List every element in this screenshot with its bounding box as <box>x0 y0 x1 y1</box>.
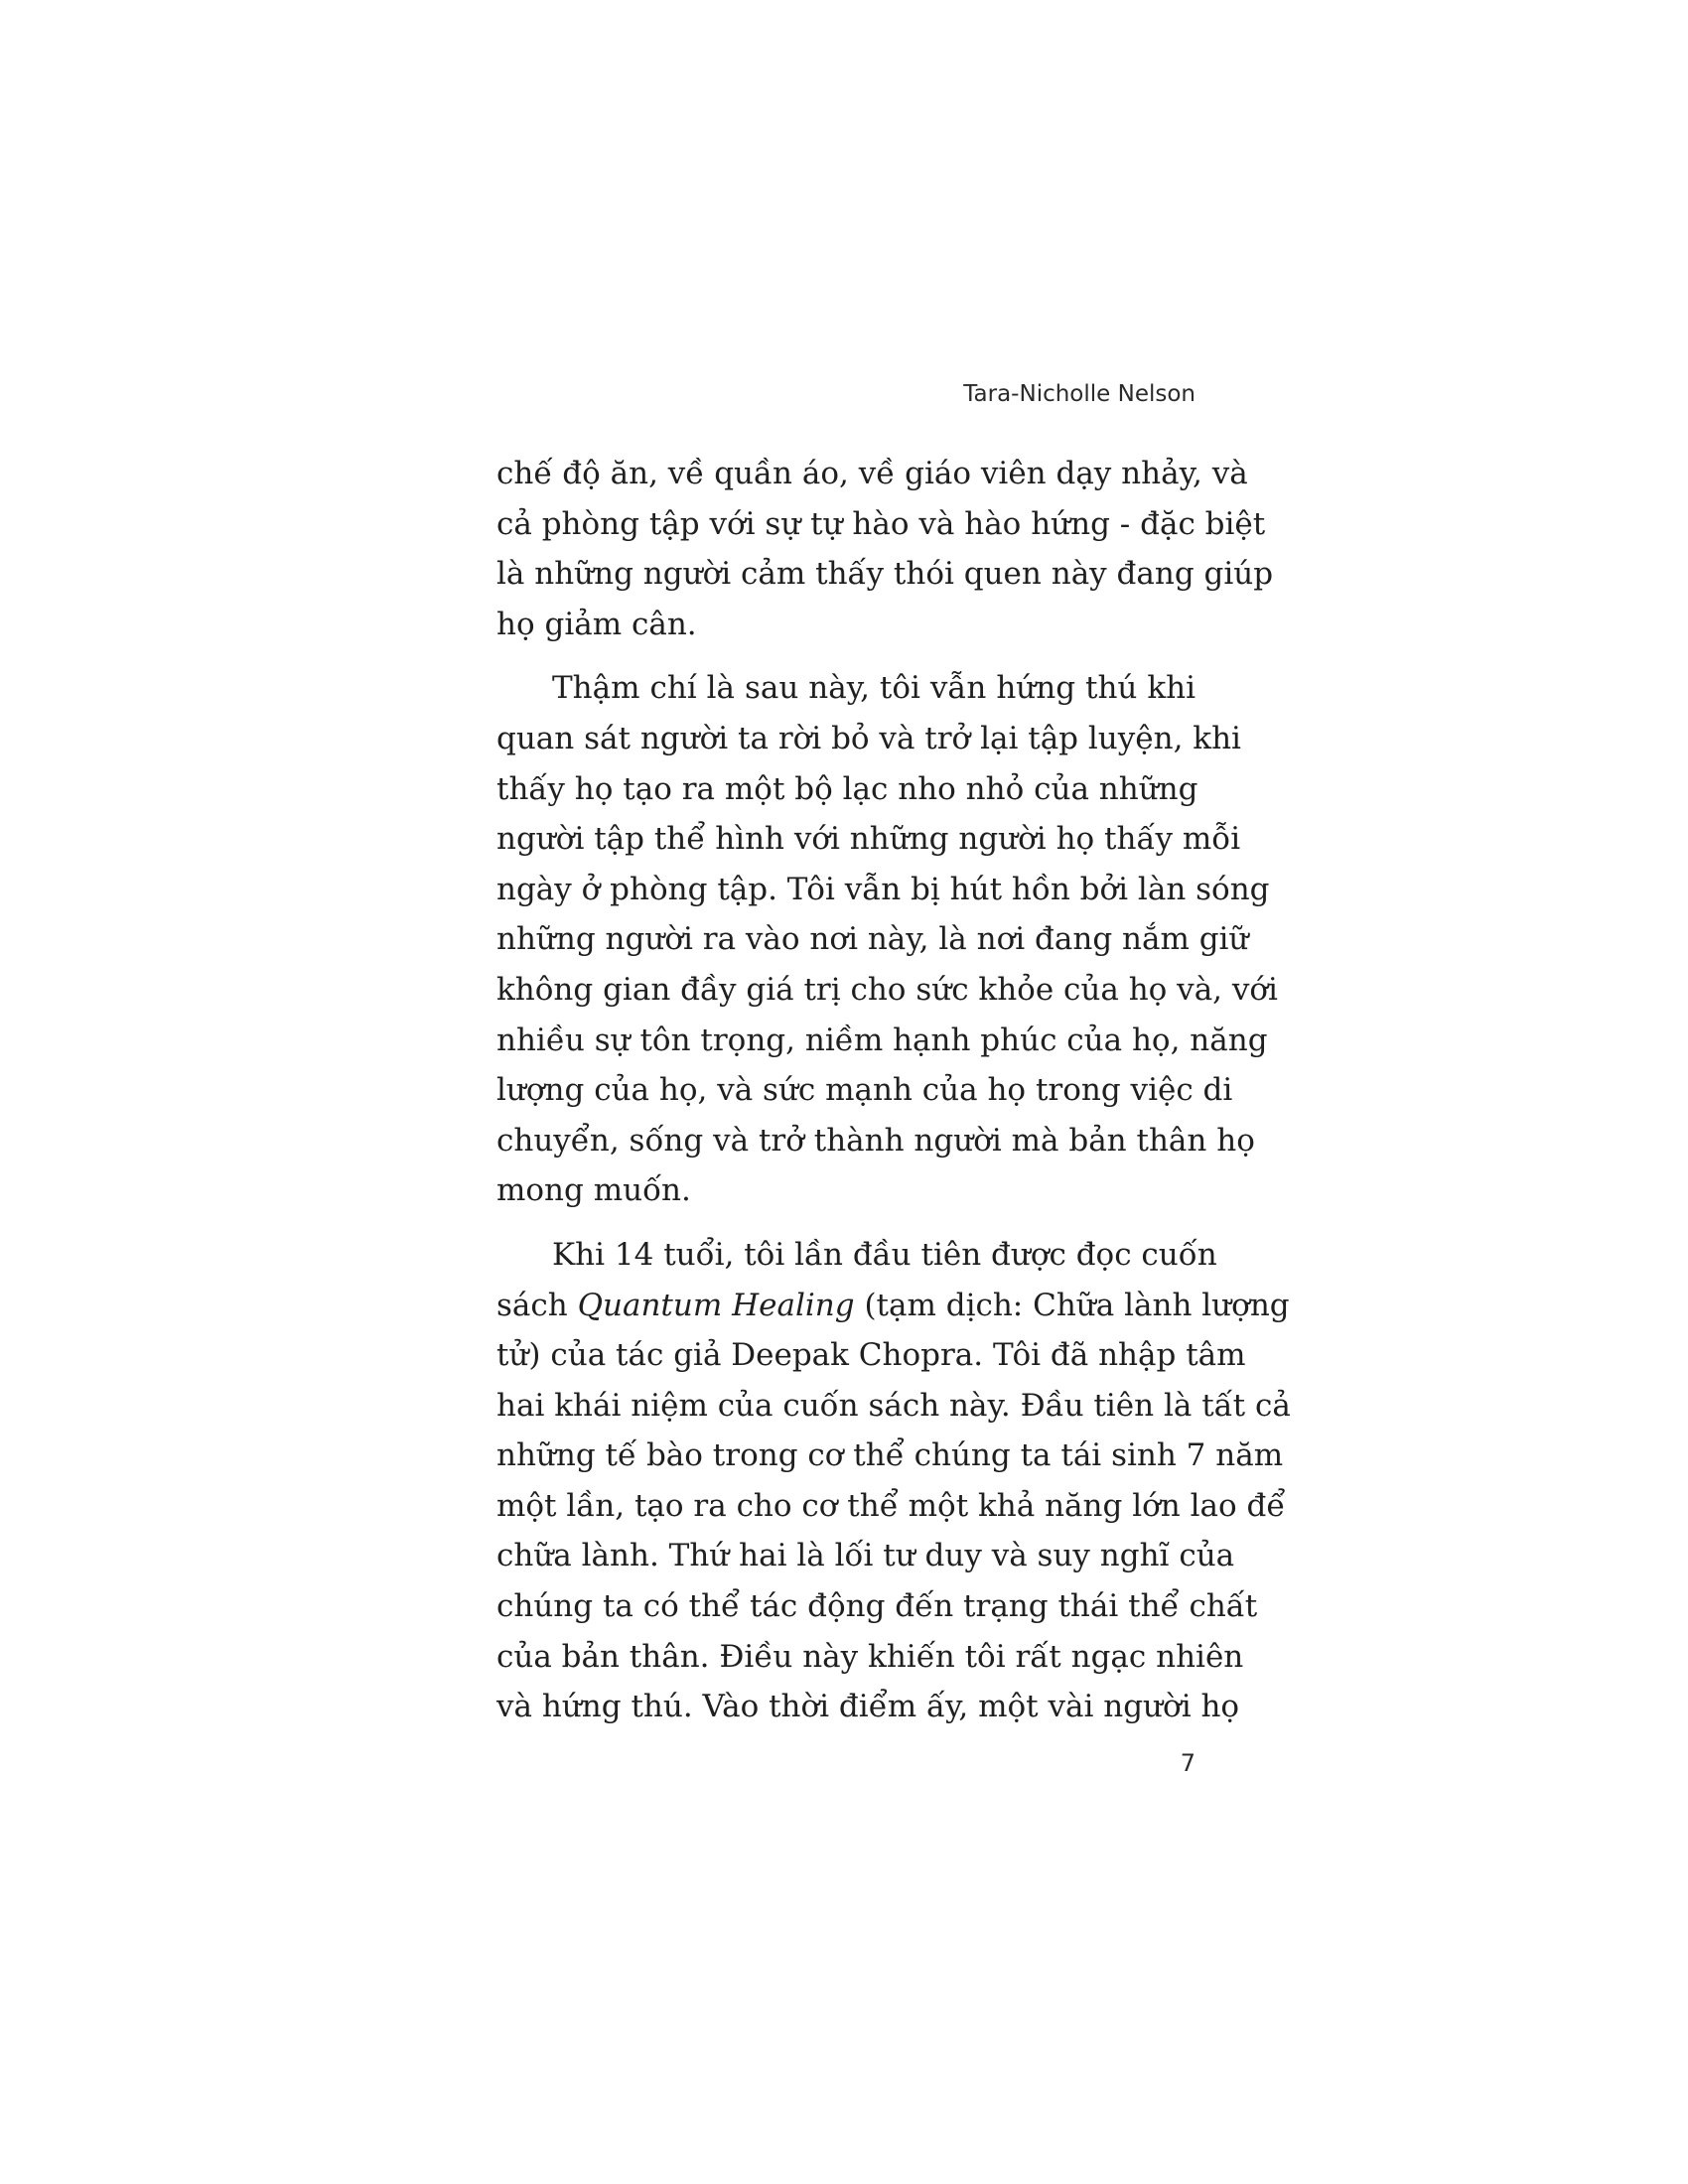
text-line: quan sát người ta rời bỏ và trở lại tập luyện, khi <box>496 720 1241 756</box>
paragraph-2 <box>496 663 1278 1216</box>
text-line: ngày ở phòng tập. Tôi vẫn bị hút hồn bởi làn sóng <box>496 871 1270 907</box>
text-line: mong muốn. <box>496 1172 691 1209</box>
text-line: Thậm chí là sau này, tôi vẫn hứng thú khi <box>552 670 1196 707</box>
text-line: chế độ ăn, về quần áo, về giáo viên dạy nhảy, và <box>496 456 1248 491</box>
text-line: tử) của tác giả Deepak Chopra. Tôi đã nhập tâm <box>496 1337 1246 1374</box>
text-line: của bản thân. Điều này khiến tôi rất ngạc nhiên <box>496 1638 1244 1675</box>
running-head-author: Tara-Nicholle Nelson <box>963 381 1196 407</box>
text-line: nhiều sự tôn trọng, niềm hạnh phúc của họ, năng <box>496 1022 1268 1058</box>
page-number: 7 <box>1180 1749 1196 1777</box>
text-line: chữa lành. Thứ hai là lối tư duy và suy nghĩ của <box>496 1538 1235 1574</box>
book-title: Quantum Healing <box>577 1287 855 1323</box>
text-line: chúng ta có thể tác động đến trạng thái thể chất <box>496 1588 1258 1625</box>
text-line: là những người cảm thấy thói quen này đang giúp <box>496 556 1274 593</box>
paragraph-3 <box>496 1230 1291 1732</box>
text-line: một lần, tạo ra cho cơ thể một khả năng lớn lao để <box>496 1487 1286 1524</box>
text-line: họ giảm cân. <box>496 606 697 642</box>
text-segment: (tạm dịch: Chữa lành lượng <box>864 1287 1290 1323</box>
text-line: lượng của họ, và sức mạnh của họ trong việc di <box>496 1072 1233 1109</box>
text-line-with-title <box>496 1281 1290 1331</box>
text-line: không gian đầy giá trị cho sức khỏe của họ và, với <box>496 971 1278 1008</box>
text-line: người tập thể hình với những người họ thấy mỗi <box>496 821 1241 858</box>
text-line: cả phòng tập với sự tự hào và hào hứng - đặc biệt <box>496 505 1266 542</box>
text-line: thấy họ tạo ra một bộ lạc nho nhỏ của những <box>496 770 1198 807</box>
paragraph-1 <box>496 449 1274 649</box>
text-line: những tế bào trong cơ thể chúng ta tái sinh 7 năm <box>496 1437 1284 1474</box>
text-line: hai khái niệm của cuốn sách này. Đầu tiên là tất cả <box>496 1387 1291 1424</box>
text-line: chuyển, sống và trở thành người mà bản thân họ <box>496 1122 1255 1159</box>
text-line: và hứng thú. Vào thời điểm ấy, một vài người họ <box>496 1689 1240 1725</box>
text-line: những người ra vào nơi này, là nơi đang nắm giữ <box>496 921 1249 958</box>
text-line: Khi 14 tuổi, tôi lần đầu tiên được đọc cuốn <box>552 1236 1217 1273</box>
text-segment: sách <box>496 1287 568 1323</box>
body-text <box>496 449 1291 1732</box>
